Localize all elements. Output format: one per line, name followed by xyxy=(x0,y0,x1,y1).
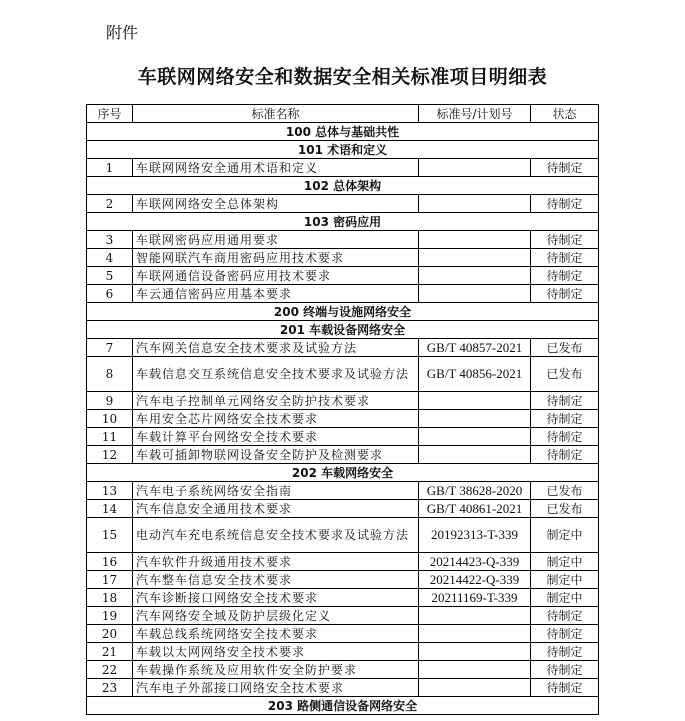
status-cell: 待制定 xyxy=(531,267,599,285)
standard-name: 车云通信密码应用基本要求 xyxy=(133,285,419,303)
row-number: 22 xyxy=(87,661,133,679)
standard-code: GB/T 40857-2021 xyxy=(419,339,531,357)
row-number: 14 xyxy=(87,500,133,518)
attachment-label: 附件 xyxy=(106,23,139,42)
table-row xyxy=(87,339,599,357)
header-name: 标准名称 xyxy=(133,105,419,123)
row-number: 10 xyxy=(87,410,133,428)
category-row xyxy=(87,213,599,231)
standard-code xyxy=(419,679,531,697)
status-cell: 待制定 xyxy=(531,249,599,267)
standard-code: 20214422-Q-339 xyxy=(419,571,531,589)
standard-name: 车载计算平台网络安全技术要求 xyxy=(133,428,419,446)
header-code: 标准号/计划号 xyxy=(419,105,531,123)
table-row xyxy=(87,571,599,589)
status-cell: 已发布 xyxy=(531,339,599,357)
standard-code xyxy=(419,285,531,303)
standard-code xyxy=(419,159,531,177)
table-row xyxy=(87,643,599,661)
table-row xyxy=(87,357,599,392)
category-title: 201 车载设备网络安全 xyxy=(87,321,599,339)
standard-code xyxy=(419,625,531,643)
status-cell: 待制定 xyxy=(531,643,599,661)
standard-name: 车载信息交互系统信息安全技术要求及试验方法 xyxy=(133,357,419,392)
standard-name: 车载以太网网络安全技术要求 xyxy=(133,643,419,661)
header-no: 序号 xyxy=(87,105,133,123)
table-row xyxy=(87,482,599,500)
category-row xyxy=(87,177,599,195)
standard-code xyxy=(419,607,531,625)
standard-name: 汽车诊断接口网络安全技术要求 xyxy=(133,589,419,607)
category-row xyxy=(87,303,599,321)
category-row xyxy=(87,321,599,339)
standard-name: 汽车电子外部接口网络安全技术要求 xyxy=(133,679,419,697)
standard-name: 车载操作系统及应用软件安全防护要求 xyxy=(133,661,419,679)
standard-name: 车联网网络安全总体架构 xyxy=(133,195,419,213)
row-number: 18 xyxy=(87,589,133,607)
table-row xyxy=(87,392,599,410)
standard-name: 汽车电子控制单元网络安全防护技术要求 xyxy=(133,392,419,410)
category-row xyxy=(87,464,599,482)
status-cell: 已发布 xyxy=(531,357,599,392)
standard-code xyxy=(419,428,531,446)
header-status: 状态 xyxy=(531,105,599,123)
table-row xyxy=(87,625,599,643)
standard-code xyxy=(419,643,531,661)
row-number: 2 xyxy=(87,195,133,213)
status-cell: 制定中 xyxy=(531,589,599,607)
row-number: 1 xyxy=(87,159,133,177)
status-cell: 待制定 xyxy=(531,661,599,679)
status-cell: 待制定 xyxy=(531,679,599,697)
standard-name: 车联网网络安全通用术语和定义 xyxy=(133,159,419,177)
table-row xyxy=(87,249,599,267)
category-title: 202 车载网络安全 xyxy=(87,464,599,482)
standard-code xyxy=(419,410,531,428)
standard-code xyxy=(419,661,531,679)
status-cell: 待制定 xyxy=(531,392,599,410)
table-row xyxy=(87,159,599,177)
status-cell: 待制定 xyxy=(531,428,599,446)
table-row xyxy=(87,500,599,518)
status-cell: 待制定 xyxy=(531,625,599,643)
row-number: 19 xyxy=(87,607,133,625)
status-cell: 已发布 xyxy=(531,500,599,518)
status-cell: 制定中 xyxy=(531,553,599,571)
table-row xyxy=(87,679,599,697)
category-row xyxy=(87,141,599,159)
standard-code xyxy=(419,446,531,464)
table-row xyxy=(87,231,599,249)
category-title: 203 路侧通信设备网络安全 xyxy=(87,697,599,715)
standard-name: 车用安全芯片网络安全技术要求 xyxy=(133,410,419,428)
standard-code xyxy=(419,195,531,213)
table-row xyxy=(87,553,599,571)
category-row xyxy=(87,123,599,141)
row-number: 11 xyxy=(87,428,133,446)
row-number: 8 xyxy=(87,357,133,392)
row-number: 3 xyxy=(87,231,133,249)
table-row xyxy=(87,446,599,464)
row-number: 12 xyxy=(87,446,133,464)
standard-code xyxy=(419,392,531,410)
standard-name: 汽车信息安全通用技术要求 xyxy=(133,500,419,518)
standard-code xyxy=(419,267,531,285)
status-cell: 制定中 xyxy=(531,571,599,589)
table-row xyxy=(87,410,599,428)
category-title: 200 终端与设施网络安全 xyxy=(87,303,599,321)
table-row xyxy=(87,285,599,303)
standard-name: 汽车电子系统网络安全指南 xyxy=(133,482,419,500)
table-row xyxy=(87,661,599,679)
table-row xyxy=(87,589,599,607)
table-row xyxy=(87,607,599,625)
row-number: 23 xyxy=(87,679,133,697)
table-row xyxy=(87,428,599,446)
status-cell: 待制定 xyxy=(531,607,599,625)
status-cell: 待制定 xyxy=(531,231,599,249)
standard-name: 汽车网络安全域及防护层级化定义 xyxy=(133,607,419,625)
status-cell: 待制定 xyxy=(531,159,599,177)
status-cell: 待制定 xyxy=(531,195,599,213)
row-number: 13 xyxy=(87,482,133,500)
table-row xyxy=(87,195,599,213)
standard-name: 车载可插卸物联网设备安全防护及检测要求 xyxy=(133,446,419,464)
row-number: 5 xyxy=(87,267,133,285)
row-number: 6 xyxy=(87,285,133,303)
standard-name: 汽车网关信息安全技术要求及试验方法 xyxy=(133,339,419,357)
table-header-row xyxy=(87,105,599,123)
row-number: 21 xyxy=(87,643,133,661)
table-row xyxy=(87,267,599,285)
category-title: 100 总体与基础共性 xyxy=(87,123,599,141)
standard-code xyxy=(419,249,531,267)
standard-code xyxy=(419,231,531,249)
standard-name: 车联网通信设备密码应用技术要求 xyxy=(133,267,419,285)
status-cell: 待制定 xyxy=(531,285,599,303)
standard-code: 20214423-Q-339 xyxy=(419,553,531,571)
status-cell: 待制定 xyxy=(531,410,599,428)
row-number: 16 xyxy=(87,553,133,571)
category-title: 102 总体架构 xyxy=(87,177,599,195)
status-cell: 制定中 xyxy=(531,518,599,553)
standard-name: 车载总线系统网络安全技术要求 xyxy=(133,625,419,643)
standard-name: 车联网密码应用通用要求 xyxy=(133,231,419,249)
category-row xyxy=(87,697,599,715)
standard-code: 20192313-T-339 xyxy=(419,518,531,553)
standard-name: 电动汽车充电系统信息安全技术要求及试验方法 xyxy=(133,518,419,553)
standard-name: 汽车软件升级通用技术要求 xyxy=(133,553,419,571)
table-row xyxy=(87,518,599,553)
status-cell: 已发布 xyxy=(531,482,599,500)
table-body xyxy=(87,123,599,715)
row-number: 17 xyxy=(87,571,133,589)
row-number: 15 xyxy=(87,518,133,553)
status-cell: 待制定 xyxy=(531,446,599,464)
category-title: 101 术语和定义 xyxy=(87,141,599,159)
row-number: 7 xyxy=(87,339,133,357)
standard-code: 20211169-T-339 xyxy=(419,589,531,607)
standard-code: GB/T 40856-2021 xyxy=(419,357,531,392)
row-number: 20 xyxy=(87,625,133,643)
row-number: 9 xyxy=(87,392,133,410)
standards-table xyxy=(86,104,599,715)
standard-code: GB/T 38628-2020 xyxy=(419,482,531,500)
category-title: 103 密码应用 xyxy=(87,213,599,231)
standard-code: GB/T 40861-2021 xyxy=(419,500,531,518)
row-number: 4 xyxy=(87,249,133,267)
standard-name: 智能网联汽车商用密码应用技术要求 xyxy=(133,249,419,267)
page-title: 车联网网络安全和数据安全相关标准项目明细表 xyxy=(137,66,548,88)
standard-name: 汽车整车信息安全技术要求 xyxy=(133,571,419,589)
